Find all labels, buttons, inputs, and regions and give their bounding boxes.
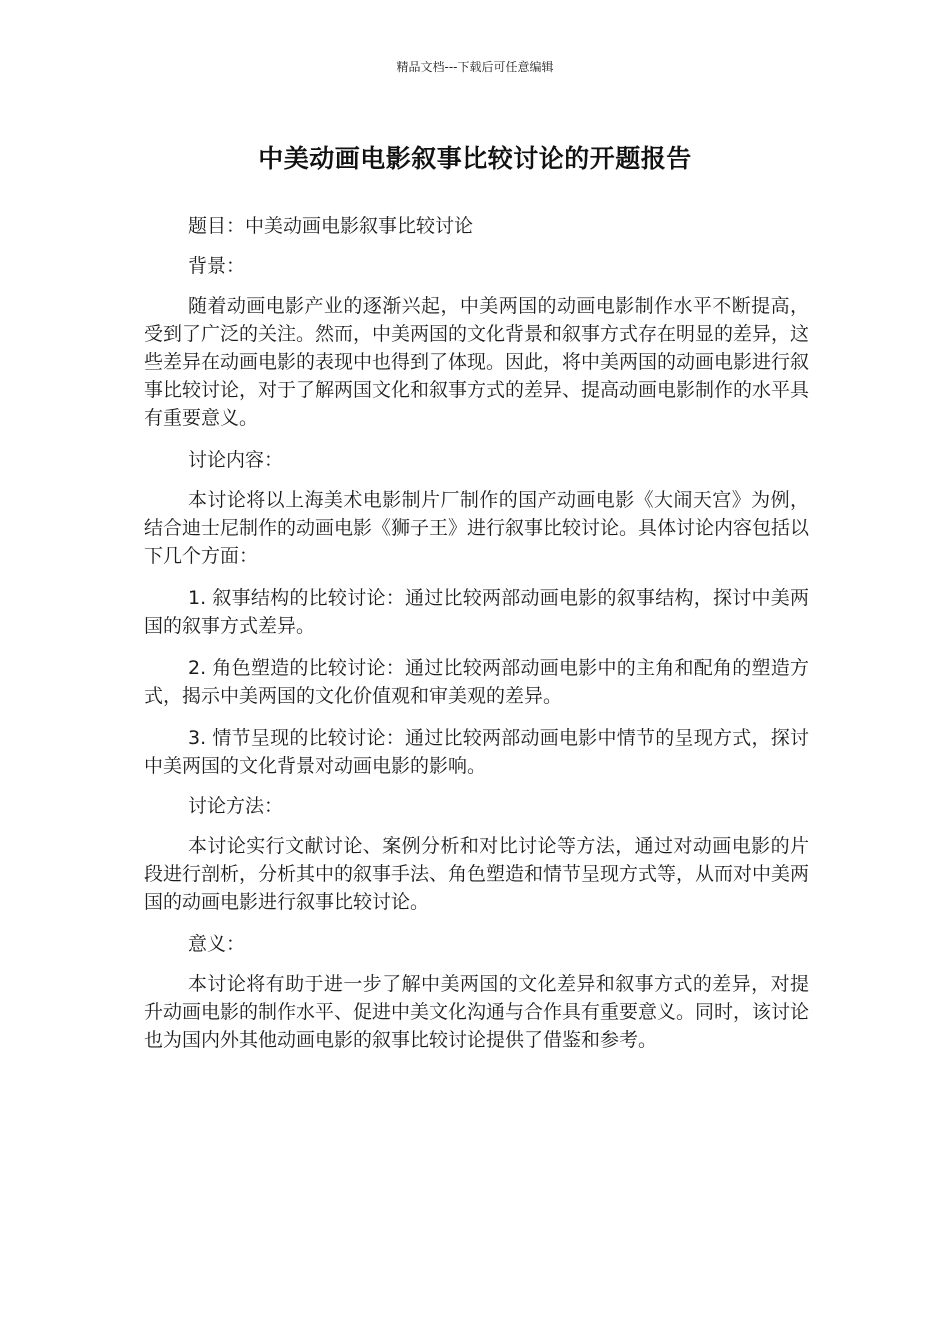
background-heading: 背景： xyxy=(188,255,246,277)
content-item-1: 1. 叙事结构的比较讨论：通过比较两部动画电影的叙事结构，探讨中美两国的叙事方式差异。 xyxy=(144,587,809,637)
significance-paragraph: 本讨论将有助于进一步了解中美两国的文化差异和叙事方式的差异，对提升动画电影的制作水平、促进中美文化沟通与合作具有重要意义。同时，该讨论也为国内外其他动画电影的叙事比较讨论提供了借鉴和参考。 xyxy=(144,973,810,1051)
topic-line: 题目：中美动画电影叙事比较讨论 xyxy=(188,215,474,237)
content-intro-paragraph: 本讨论将以上海美术电影制片厂制作的国产动画电影《大闹天宫》为例，结合迪士尼制作的动画电影《狮子王》进行叙事比较讨论。具体讨论内容包括以下几个方面： xyxy=(144,489,810,567)
content-item-3: 3. 情节呈现的比较讨论：通过比较两部动画电影中情节的呈现方式，探讨中美两国的文化背景对动画电影的影响。 xyxy=(144,727,809,777)
document-title: 中美动画电影叙事比较讨论的开题报告 xyxy=(258,144,692,173)
header-note: 精品文档---下载后可任意编辑 xyxy=(396,60,554,74)
background-paragraph: 随着动画电影产业的逐渐兴起，中美两国的动画电影制作水平不断提高，受到了广泛的关注。然而，中美两国的文化背景和叙事方式存在明显的差异，这些差异在动画电影的表现中也得到了体现。因此，将中美两国的动画电影进行叙事比较讨论，对于了解两国文化和叙事方式的差异、提高动画电影制作的水平具有重要意义。 xyxy=(144,295,810,429)
content-item-2: 2. 角色塑造的比较讨论：通过比较两部动画电影中的主角和配角的塑造方式，揭示中美两国的文化价值观和审美观的差异。 xyxy=(144,657,809,707)
content-heading: 讨论内容： xyxy=(188,449,284,471)
method-paragraph: 本讨论实行文献讨论、案例分析和对比讨论等方法，通过对动画电影的片段进行剖析，分析其中的叙事手法、角色塑造和情节呈现方式等，从而对中美两国的动画电影进行叙事比较讨论。 xyxy=(144,835,810,913)
method-heading: 讨论方法： xyxy=(188,795,284,817)
document-body xyxy=(144,212,809,1054)
significance-heading: 意义： xyxy=(188,933,246,955)
